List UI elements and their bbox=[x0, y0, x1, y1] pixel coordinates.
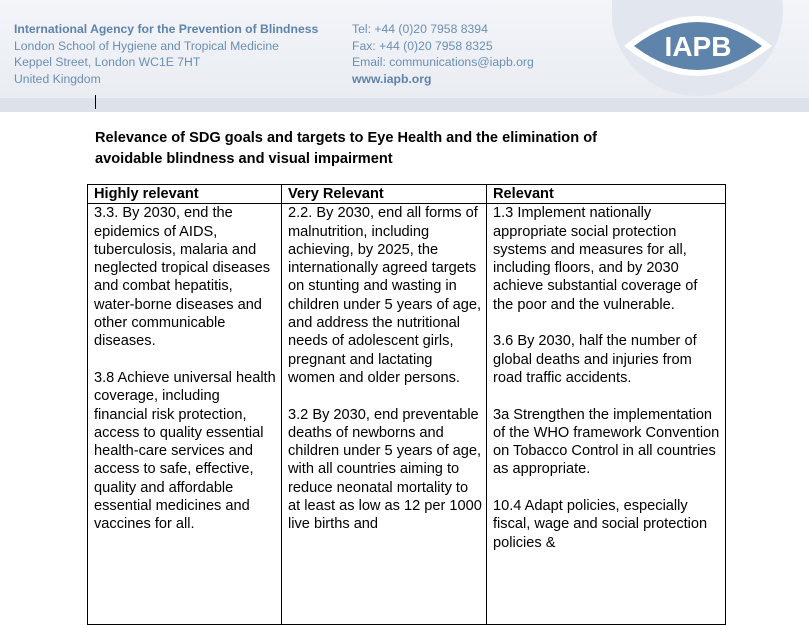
target-paragraph: 3a Strengthen the implementation of the WHO framework Convention on Tobacco Control in all countries as appropriate. bbox=[493, 406, 720, 478]
target-paragraph: 10.4 Adapt policies, especially fiscal, wage and social protection policies & bbox=[493, 498, 708, 551]
organization-name: International Agency for the Prevention of Blindness bbox=[14, 22, 319, 36]
cell-very-relevant bbox=[282, 204, 487, 625]
title-line: Relevance of SDG goals and targets to Eye Health and the elimination of bbox=[95, 130, 597, 146]
document-title bbox=[95, 128, 715, 170]
title-line: avoidable blindness and visual impairment bbox=[95, 151, 393, 167]
target-paragraph: 1.3 Implement nationally appropriate social protection systems and measures for all, including floors, and by 2030 achieve substantial coverage of the poor and the vulnerable. bbox=[493, 205, 698, 313]
fax: Fax: +44 (0)20 7958 8325 bbox=[352, 38, 493, 53]
website-link[interactable]: www.iapb.org bbox=[352, 71, 432, 86]
telephone: Tel: +44 (0)20 7958 8394 bbox=[352, 22, 488, 36]
target-paragraph: 2.2. By 2030, end all forms of malnutrition, including achieving, by 2025, the internationally agreed targets on stunting and wasting in children under 5 years of age, and address the nutritional needs of adolescent girls, pregnant and lactating women and older persons. bbox=[288, 205, 482, 386]
cell-relevant bbox=[487, 204, 726, 625]
header-highly-relevant: Highly relevant bbox=[88, 185, 282, 204]
header-relevant: Relevant bbox=[487, 185, 726, 204]
header-very-relevant: Very Relevant bbox=[282, 185, 487, 204]
cell-highly-relevant bbox=[88, 204, 282, 625]
address-line: Keppel Street, London WC1E 7HT bbox=[14, 55, 201, 69]
contact-block bbox=[352, 21, 534, 87]
iapb-logo bbox=[612, 0, 809, 112]
target-paragraph: 3.6 By 2030, half the number of global deaths and injuries from road traffic accidents. bbox=[493, 333, 697, 386]
address-line: United Kingdom bbox=[14, 71, 101, 86]
address-line: London School of Hygiene and Tropical Medicine bbox=[14, 38, 279, 53]
text-cursor bbox=[95, 95, 96, 109]
organization-block bbox=[14, 21, 318, 87]
email: Email: communications@iapb.org bbox=[352, 55, 534, 69]
letterhead bbox=[0, 0, 809, 112]
table-header-row bbox=[88, 185, 726, 204]
target-paragraph: 3.8 Achieve universal health coverage, including financial risk protection, access to quality essential health-care services and access to safe, effective, quality and affordable essential medicines and vaccines for all. bbox=[94, 369, 276, 533]
target-paragraph: 3.2 By 2030, end preventable deaths of newborns and children under 5 years of age, with all countries aiming to reduce neonatal mortality to at least as low as 12 per 1000 live births and bbox=[288, 406, 482, 533]
target-paragraph: 3.3. By 2030, end the epidemics of AIDS, tuberculosis, malaria and neglected tropical diseases and combat hepatitis, water-borne diseases and other communicable diseases. bbox=[94, 205, 271, 350]
table-row bbox=[88, 204, 726, 625]
sdg-relevance-table bbox=[87, 184, 726, 625]
logo-text: IAPB bbox=[664, 31, 732, 62]
